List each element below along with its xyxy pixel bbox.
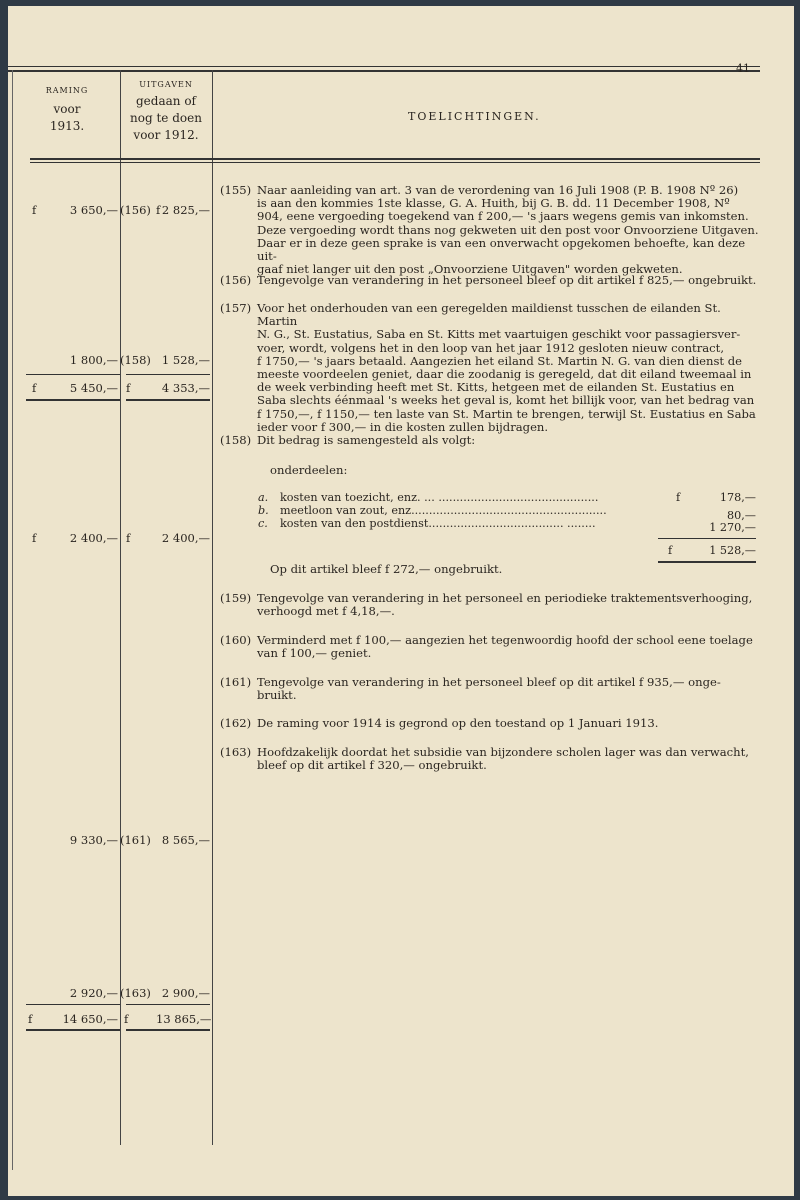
subtotal-rule: [26, 1004, 120, 1005]
subtotal-rule: [126, 374, 210, 375]
note-158: [220, 434, 764, 447]
header-raming-line2: voor: [53, 102, 81, 116]
note-line: N. G., St. Eustatius, Saba en St. Kitts met vaartuigen geschikt voor passagiersver-: [257, 327, 741, 342]
note-162: [220, 717, 764, 730]
note-line: meeste voordeelen geniet, daar die zoodanig is geregeld, dat dit eiland tweemaal in: [257, 367, 752, 382]
breakdown-amount: 178,—: [719, 491, 756, 504]
grand-total-rule: [126, 1029, 210, 1031]
note-line: Dit bedrag is samengesteld als volgt:: [257, 433, 476, 447]
ledger-ref: (161): [120, 833, 151, 847]
note-line: bleef op dit artikel f 320,— ongebruikt.: [257, 758, 487, 773]
note-line: f 1750,—, f 1150,— ten laste van St. Martin te brengen, terwijl St. Eustatius en Saba: [257, 406, 756, 421]
ledger-raming-amount: 2 400,—: [69, 531, 118, 545]
note-tag: (162): [220, 716, 252, 730]
ledger-uitgaven-amount: 2 900,—: [161, 986, 210, 1000]
note-line: 904, eene vergoeding toegekend van f 200,— 's jaars wegens gemis van inkomsten.: [257, 209, 749, 224]
note-line: gaaf niet langer uit den post „Onvoorziene Uitgaven" worden gekweten.: [257, 262, 683, 277]
note-line: Voor het onderhouden van een geregelden maildienst tusschen de eilanden St. Martin: [257, 301, 721, 329]
header-toelichtingen: TOELICHTINGEN.: [408, 110, 541, 123]
breakdown-total-amount: 1 528,—: [709, 544, 756, 557]
ledger-uitgaven-amount: 2 825,—: [161, 203, 210, 217]
breakdown-label: meetloon van zout, enz.......................................................: [280, 504, 607, 517]
ledger-uitgaven-amount: 2 400,—: [161, 531, 210, 545]
ledger-ref: (158): [120, 353, 151, 367]
breakdown-amount: 1 270,—: [709, 521, 756, 534]
column-divider-2: [212, 70, 213, 1145]
ledger-raming-amount: 2 920,—: [69, 986, 118, 1000]
top-rule: [8, 66, 760, 67]
ledger-currency: f: [32, 203, 37, 217]
page-number: 41: [736, 62, 750, 75]
ledger-raming-grand-total: 14 650,—: [62, 1012, 118, 1026]
ledger-ref: (156): [120, 203, 151, 217]
total-rule: [126, 399, 210, 401]
note-line: bruikt.: [257, 688, 297, 703]
note-line: verhoogd met f 4,18,—.: [257, 604, 395, 619]
note-157: [220, 302, 764, 434]
ledger-currency: f: [126, 531, 131, 545]
header-uitgaven: [120, 80, 212, 144]
note-line: van f 100,— geniet.: [257, 646, 372, 661]
breakdown-label: kosten van den postdienst...................................... ........: [280, 517, 596, 530]
breakdown-prefix: b.: [258, 504, 269, 517]
note-163: [220, 746, 764, 772]
header-uitgaven-line3: nog te doen: [130, 111, 202, 125]
ledger-raming-amount: 3 650,—: [69, 203, 118, 217]
breakdown-sum-rule: [658, 538, 756, 539]
note-line: Tengevolge van verandering in het personeel en periodieke traktementsverhooging,: [257, 591, 753, 605]
header-uitgaven-line4: voor 1912.: [133, 128, 199, 142]
note-tag: (156): [220, 273, 252, 287]
note-160: [220, 634, 764, 660]
breakdown-currency: f: [676, 491, 681, 504]
breakdown-amount: 80,—: [727, 509, 756, 522]
left-margin-line: [12, 70, 13, 1170]
ledger-raming-amount: 1 800,—: [69, 353, 118, 367]
note-tag: (161): [220, 675, 252, 689]
ledger-uitgaven-grand-total: 13 865,—: [156, 1012, 212, 1026]
grand-total-rule: [26, 1029, 120, 1031]
note-line: Naar aanleiding van art. 3 van de verordening van 16 Juli 1908 (P. B. 1908 Nº 26): [257, 183, 739, 197]
note-tag: (160): [220, 633, 252, 647]
header-rule-thin: [30, 162, 760, 163]
note-line: Tengevolge van verandering in het personeel bleef op dit artikel f 935,— onge-: [257, 675, 721, 689]
header-raming: [22, 86, 112, 135]
breakdown-prefix: c.: [258, 517, 268, 530]
subtotal-rule: [126, 1004, 210, 1005]
total-rule: [26, 399, 120, 401]
note-tag: (158): [220, 433, 252, 447]
note-line: Daar er in deze geen sprake is van een onverwacht opgekomen behoefte, kan deze uit-: [257, 235, 746, 264]
header-uitgaven-line1: UITGAVEN: [139, 80, 193, 89]
note-line: Deze vergoeding wordt thans nog gekweten uit den post voor Onvoorziene Uitgaven.: [257, 222, 759, 237]
note-line: ieder voor f 300,— in die kosten zullen bijdragen.: [257, 419, 549, 434]
note-line: f 1750,— 's jaars betaald. Aangezien het eiland St. Martin N. G. van dien dienst de: [257, 353, 743, 368]
note-line: De raming voor 1914 is gegrond op den toestand op 1 Januari 1913.: [257, 716, 659, 730]
ledger-uitgaven-amount: 1 528,—: [161, 353, 210, 367]
note-line: Verminderd met f 100,— aangezien het tegenwoordig hoofd der school eene toelage: [257, 633, 753, 647]
ledger-currency: f: [156, 203, 161, 217]
note-159: [220, 592, 764, 618]
breakdown-total-rule: [658, 561, 756, 563]
ledger-uitgaven-amount: 8 565,—: [161, 833, 210, 847]
breakdown-label: kosten van toezicht, enz. ... .............................................: [280, 491, 599, 504]
note-line: is aan den kommies 1ste klasse, G. A. Huith, bij G. B. dd. 11 December 1908, Nº: [257, 196, 730, 211]
ledger-raming-total: 5 450,—: [69, 381, 118, 395]
breakdown-currency: f: [668, 544, 673, 557]
note-line: de week verbinding heeft met St. Kitts, hetgeen met de eilanden St. Eustatius en: [257, 380, 735, 395]
ledger-uitgaven-total: 4 353,—: [161, 381, 210, 395]
note-156: [220, 274, 764, 287]
column-divider-1: [120, 70, 121, 1145]
note-line: Saba slechts éénmaal 's weeks het geval is, komt het billijk voor, van het bedrag van: [257, 393, 755, 408]
ledger-currency: f: [126, 381, 131, 395]
note-tag: (157): [220, 301, 252, 315]
note-line: Tengevolge van verandering in het personeel bleef op dit artikel f 825,— ongebruikt.: [257, 273, 757, 287]
note-tag: (159): [220, 591, 252, 605]
ledger-raming-amount: 9 330,—: [69, 833, 118, 847]
ledger-currency: f: [32, 531, 37, 545]
note-161: [220, 676, 764, 702]
header-uitgaven-line2: gedaan of: [136, 94, 196, 108]
header-rule: [30, 158, 760, 160]
breakdown-prefix: a.: [258, 491, 269, 504]
ledger-ref: (163): [120, 986, 151, 1000]
note-155: [220, 184, 764, 276]
header-raming-line1: RAMING: [45, 86, 89, 95]
note-tag: (155): [220, 183, 252, 197]
note-line: Hoofdzakelijk doordat het subsidie van bijzondere scholen lager was dan verwacht,: [257, 745, 749, 759]
document-page: [8, 6, 794, 1196]
note-158-subheading: onderdeelen:: [270, 463, 348, 477]
ledger-currency: f: [28, 1012, 33, 1026]
ledger-currency: f: [32, 381, 37, 395]
subtotal-rule: [26, 374, 120, 375]
header-raming-line3: 1913.: [49, 119, 85, 133]
note-tag: (163): [220, 745, 252, 759]
note-158-remark: Op dit artikel bleef f 272,— ongebruikt.: [270, 562, 503, 576]
ledger-currency: f: [124, 1012, 129, 1026]
note-line: voer, wordt, volgens het in den loop van het jaar 1912 gesloten nieuw contract,: [257, 340, 725, 355]
